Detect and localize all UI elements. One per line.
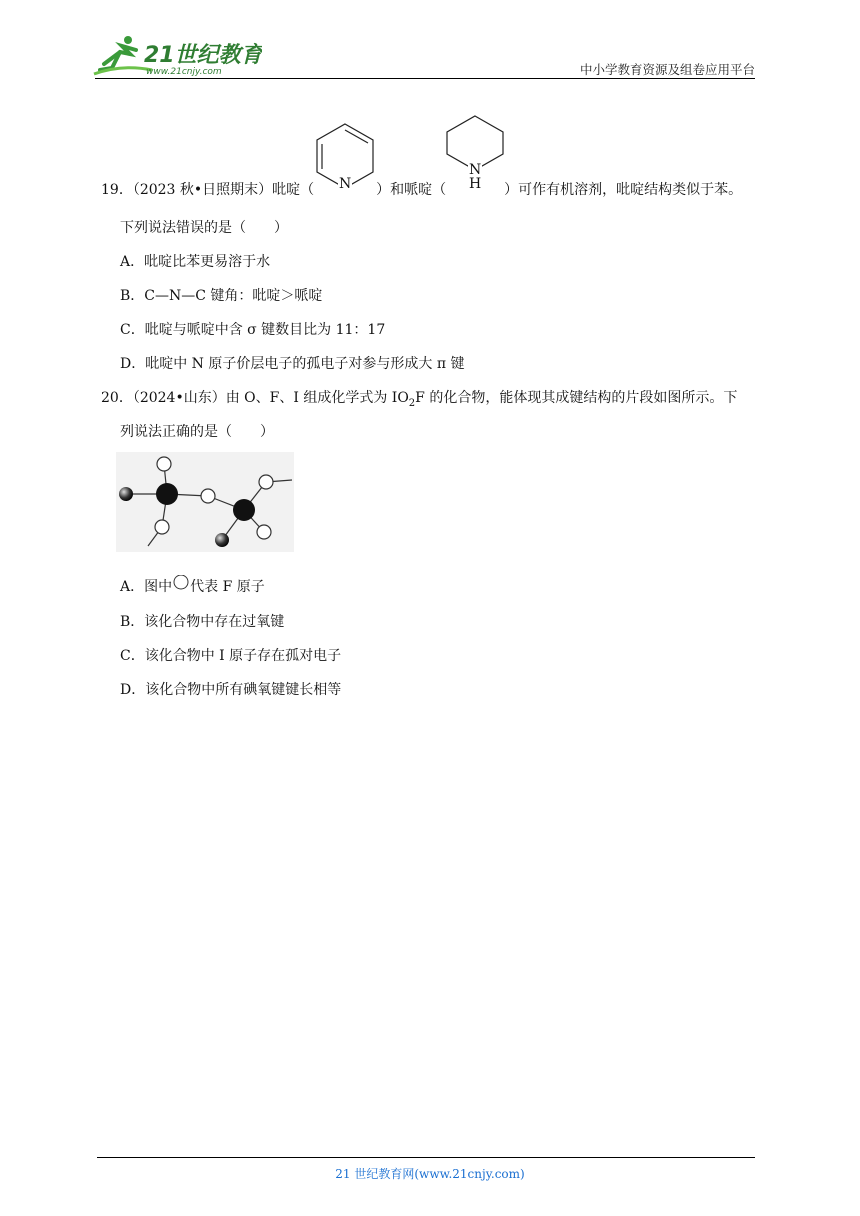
logo-url: www.21cnjy.com: [146, 67, 222, 77]
q20-option-c: C．该化合物中 I 原子存在孤对电子: [120, 648, 342, 664]
q19-source: （2023 秋•日照期末）吡啶（: [132, 182, 315, 198]
atom-white: [259, 475, 273, 489]
q20-option-d: D．该化合物中所有碘氧键键长相等: [120, 682, 342, 698]
q19-mid: ）和哌啶（: [376, 182, 447, 198]
atom-white: [155, 520, 169, 534]
q20-option-a-post: 代表 F 原子: [190, 579, 265, 595]
q20-subscript: 2: [408, 397, 416, 409]
piperidine-structure: [440, 112, 510, 192]
q19-stem2: 下列说法错误的是（ ）: [120, 220, 288, 236]
q19-tail: ）可作有机溶剂，吡啶结构类似于苯。: [504, 182, 743, 198]
atom-large-black: [156, 483, 178, 505]
q19-option-a: A．吡啶比苯更易溶于水: [120, 254, 271, 270]
q19-option-c: C．吡啶与哌啶中含 σ 键数目比为 11：17: [120, 322, 386, 338]
footer-divider: [97, 1157, 755, 1158]
q19-option-d: D．吡啶中 N 原子价层电子的孤电子对参与形成大 π 键: [120, 356, 465, 372]
q19-option-b: B．C—N—C 键角：吡啶＞哌啶: [120, 288, 323, 304]
atom-dark-small: [215, 533, 229, 547]
atom-white: [257, 525, 271, 539]
atom-large-black: [233, 499, 255, 521]
q20-option-a-pre: A．图中: [120, 579, 173, 595]
atom-dark-small: [119, 487, 133, 501]
q20-option-a: [120, 575, 265, 597]
q20-number: 20．: [101, 390, 133, 406]
q20-stem-a: （2024•山东）由 O、F、I 组成化学式为 IO: [132, 390, 409, 406]
q20-stem2: 列说法正确的是（ ）: [120, 424, 274, 440]
footer-text[interactable]: 21 世纪教育网(www.21cnjy.com): [335, 1167, 525, 1181]
platform-title: 中小学教育资源及组卷应用平台: [579, 62, 755, 77]
atom-white: [201, 489, 215, 503]
io2f-structure-figure: [116, 452, 294, 556]
atom-white: [157, 457, 171, 471]
site-logo: [92, 34, 262, 78]
q20-stem: [101, 388, 737, 414]
white-circle-icon: [172, 575, 190, 593]
q19-number: 19．: [101, 182, 133, 198]
pyridine-n-label: N: [339, 176, 352, 192]
q20-option-b: B．该化合物中存在过氧键: [120, 614, 285, 630]
header-divider: [95, 78, 755, 79]
q19-stem: [101, 180, 742, 200]
piperidine-h-label: H: [469, 176, 482, 192]
q20-stem-b: F 的化合物，能体现其成键结构的片段如图所示。下: [415, 390, 738, 406]
logo-text: 21世纪教育: [144, 43, 262, 68]
piperidine-n-label: N: [469, 162, 482, 178]
